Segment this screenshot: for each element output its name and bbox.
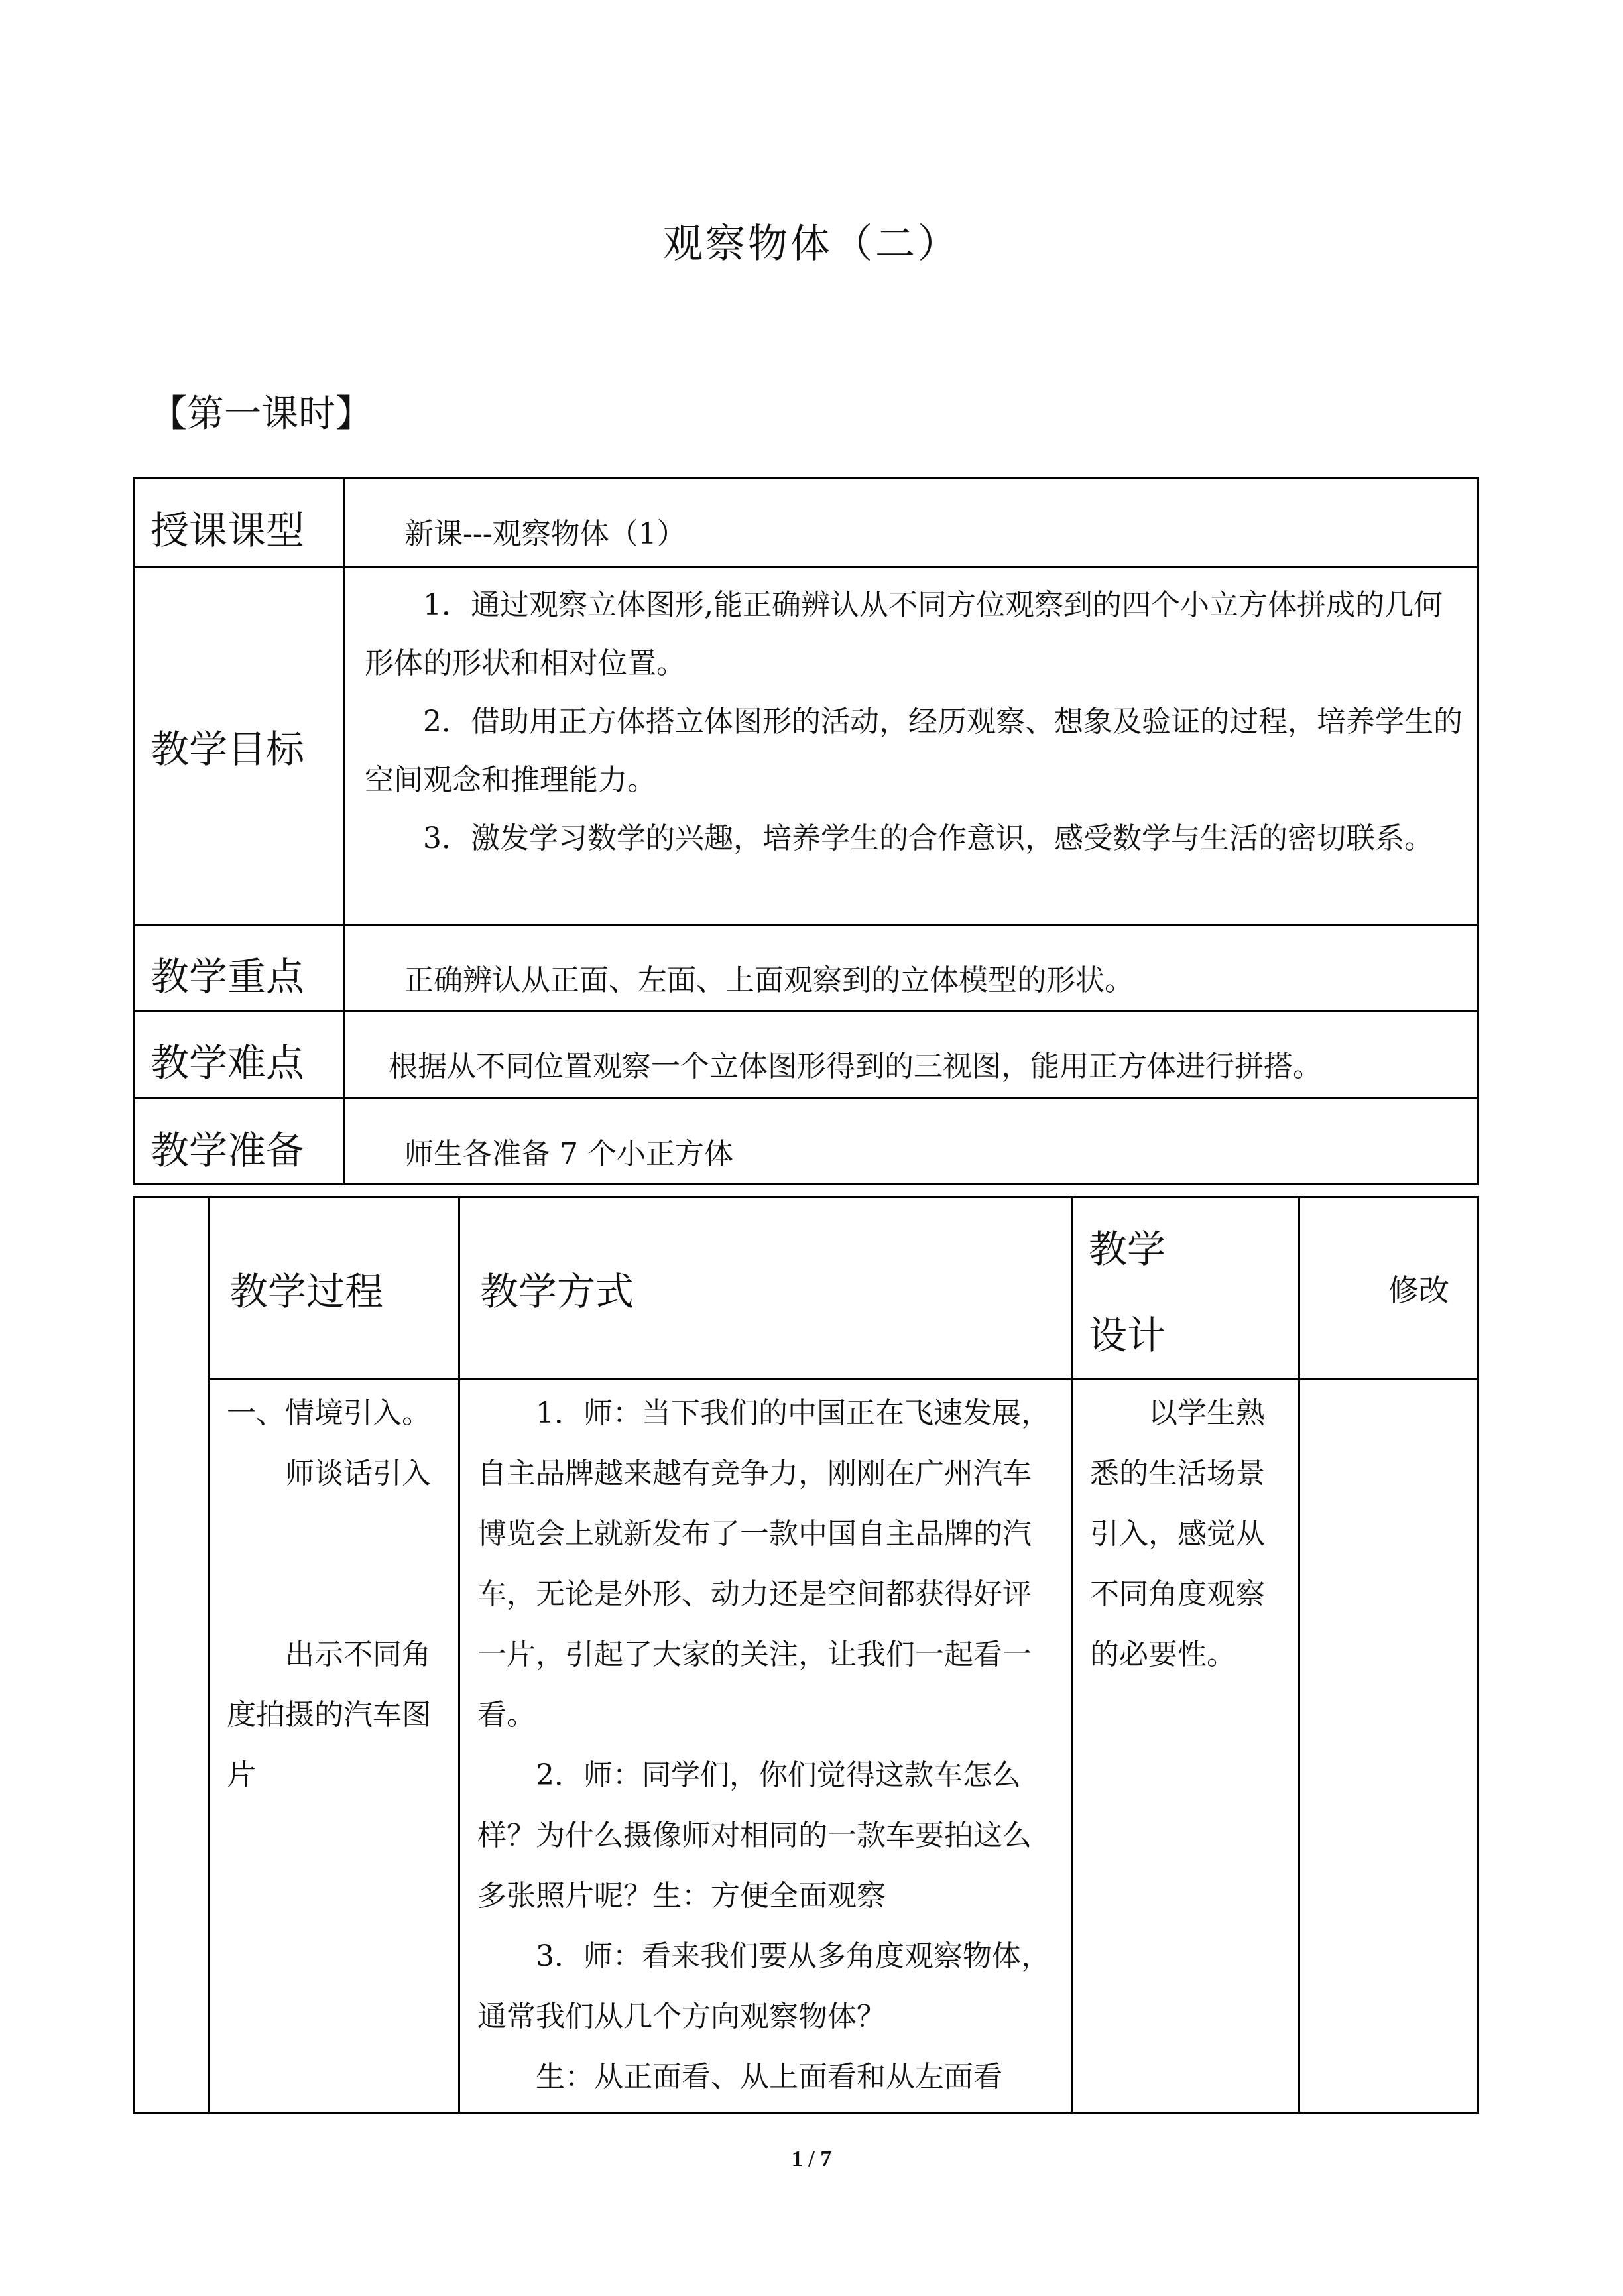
goal-item: 3．激发学习数学的兴趣，培养学生的合作意识，感受数学与生活的密切联系。 (423, 821, 1433, 855)
process-header-row (134, 1197, 1478, 1380)
process-modify (1299, 1380, 1478, 2113)
margin-column (134, 1197, 209, 2113)
document-title: 观察物体（二） (663, 221, 960, 267)
value-goals (344, 568, 1478, 925)
method-paragraph: 2．师：同学们，你们觉得这款车怎么样？为什么摄像师对相同的一款车要拍这么多张照片呢？生：方便全面观察 (477, 1758, 1032, 1913)
label-prep: 教学准备 (134, 1099, 344, 1185)
header-design-line2: 设计 (1089, 1313, 1166, 1358)
process-step: 师谈话引入 (285, 1457, 431, 1490)
spacer (227, 1504, 450, 1624)
value-difficulty: 根据从不同位置观察一个立体图形得到的三视图，能用正方体进行拼搭。 (344, 1011, 1478, 1099)
header-design-line1: 教学 (1089, 1227, 1166, 1272)
row-difficulty (134, 1011, 1478, 1099)
row-prep (134, 1099, 1478, 1185)
header-modify: 修改 (1299, 1197, 1478, 1380)
goal-item: 1．通过观察立体图形,能正确辨认从不同方位观察到的四个小立方体拼成的几何形体的形状和相对位置。 (365, 588, 1443, 680)
row-key (134, 925, 1478, 1011)
method-paragraph: 生：从正面看、从上面看和从左面看 (536, 2060, 1002, 2094)
process-steps (209, 1380, 459, 2113)
value-type: 新课---观察物体（1） (344, 479, 1478, 568)
process-step: 一、情境引入。 (227, 1396, 431, 1430)
label-type: 授课课型 (134, 479, 344, 568)
header-process: 教学过程 (209, 1197, 459, 1380)
lesson-heading: 【第一课时】 (150, 393, 373, 436)
process-step: 出示不同角度拍摄的汽车图片 (227, 1638, 431, 1792)
header-method: 教学方式 (459, 1197, 1072, 1380)
process-design (1072, 1380, 1299, 2113)
row-goals (134, 568, 1478, 925)
header-design (1072, 1197, 1299, 1380)
info-table (133, 477, 1479, 1185)
label-goals: 教学目标 (134, 568, 344, 925)
design-paragraph: 以学生熟悉的生活场景引入，感觉从不同角度观察的必要性。 (1090, 1396, 1265, 1671)
row-type (134, 479, 1478, 568)
label-difficulty: 教学难点 (134, 1011, 344, 1099)
process-table (133, 1196, 1479, 2114)
method-paragraph: 3．师：看来我们要从多角度观察物体，通常我们从几个方向观察物体？ (477, 1939, 1050, 2033)
process-body-row (134, 1380, 1478, 2113)
label-key: 教学重点 (134, 925, 344, 1011)
goal-item: 2．借助用正方体搭立体图形的活动，经历观察、想象及验证的过程，培养学生的空间观念和推理能力。 (365, 705, 1463, 797)
method-paragraph: 1．师：当下我们的中国正在飞速发展，自主品牌越来越有竞争力，刚刚在广州汽车博览会上就新发布了一款中国自主品牌的汽车，无论是外形、动力还是空间都获得好评一片，引起了大家的关注，让我们一起看一看。 (477, 1396, 1050, 1732)
page-number: 1 / 7 (791, 2147, 832, 2171)
process-methods (459, 1380, 1072, 2113)
value-prep: 师生各准备 7 个小正方体 (344, 1099, 1478, 1185)
value-key: 正确辨认从正面、左面、上面观察到的立体模型的形状。 (344, 925, 1478, 1011)
